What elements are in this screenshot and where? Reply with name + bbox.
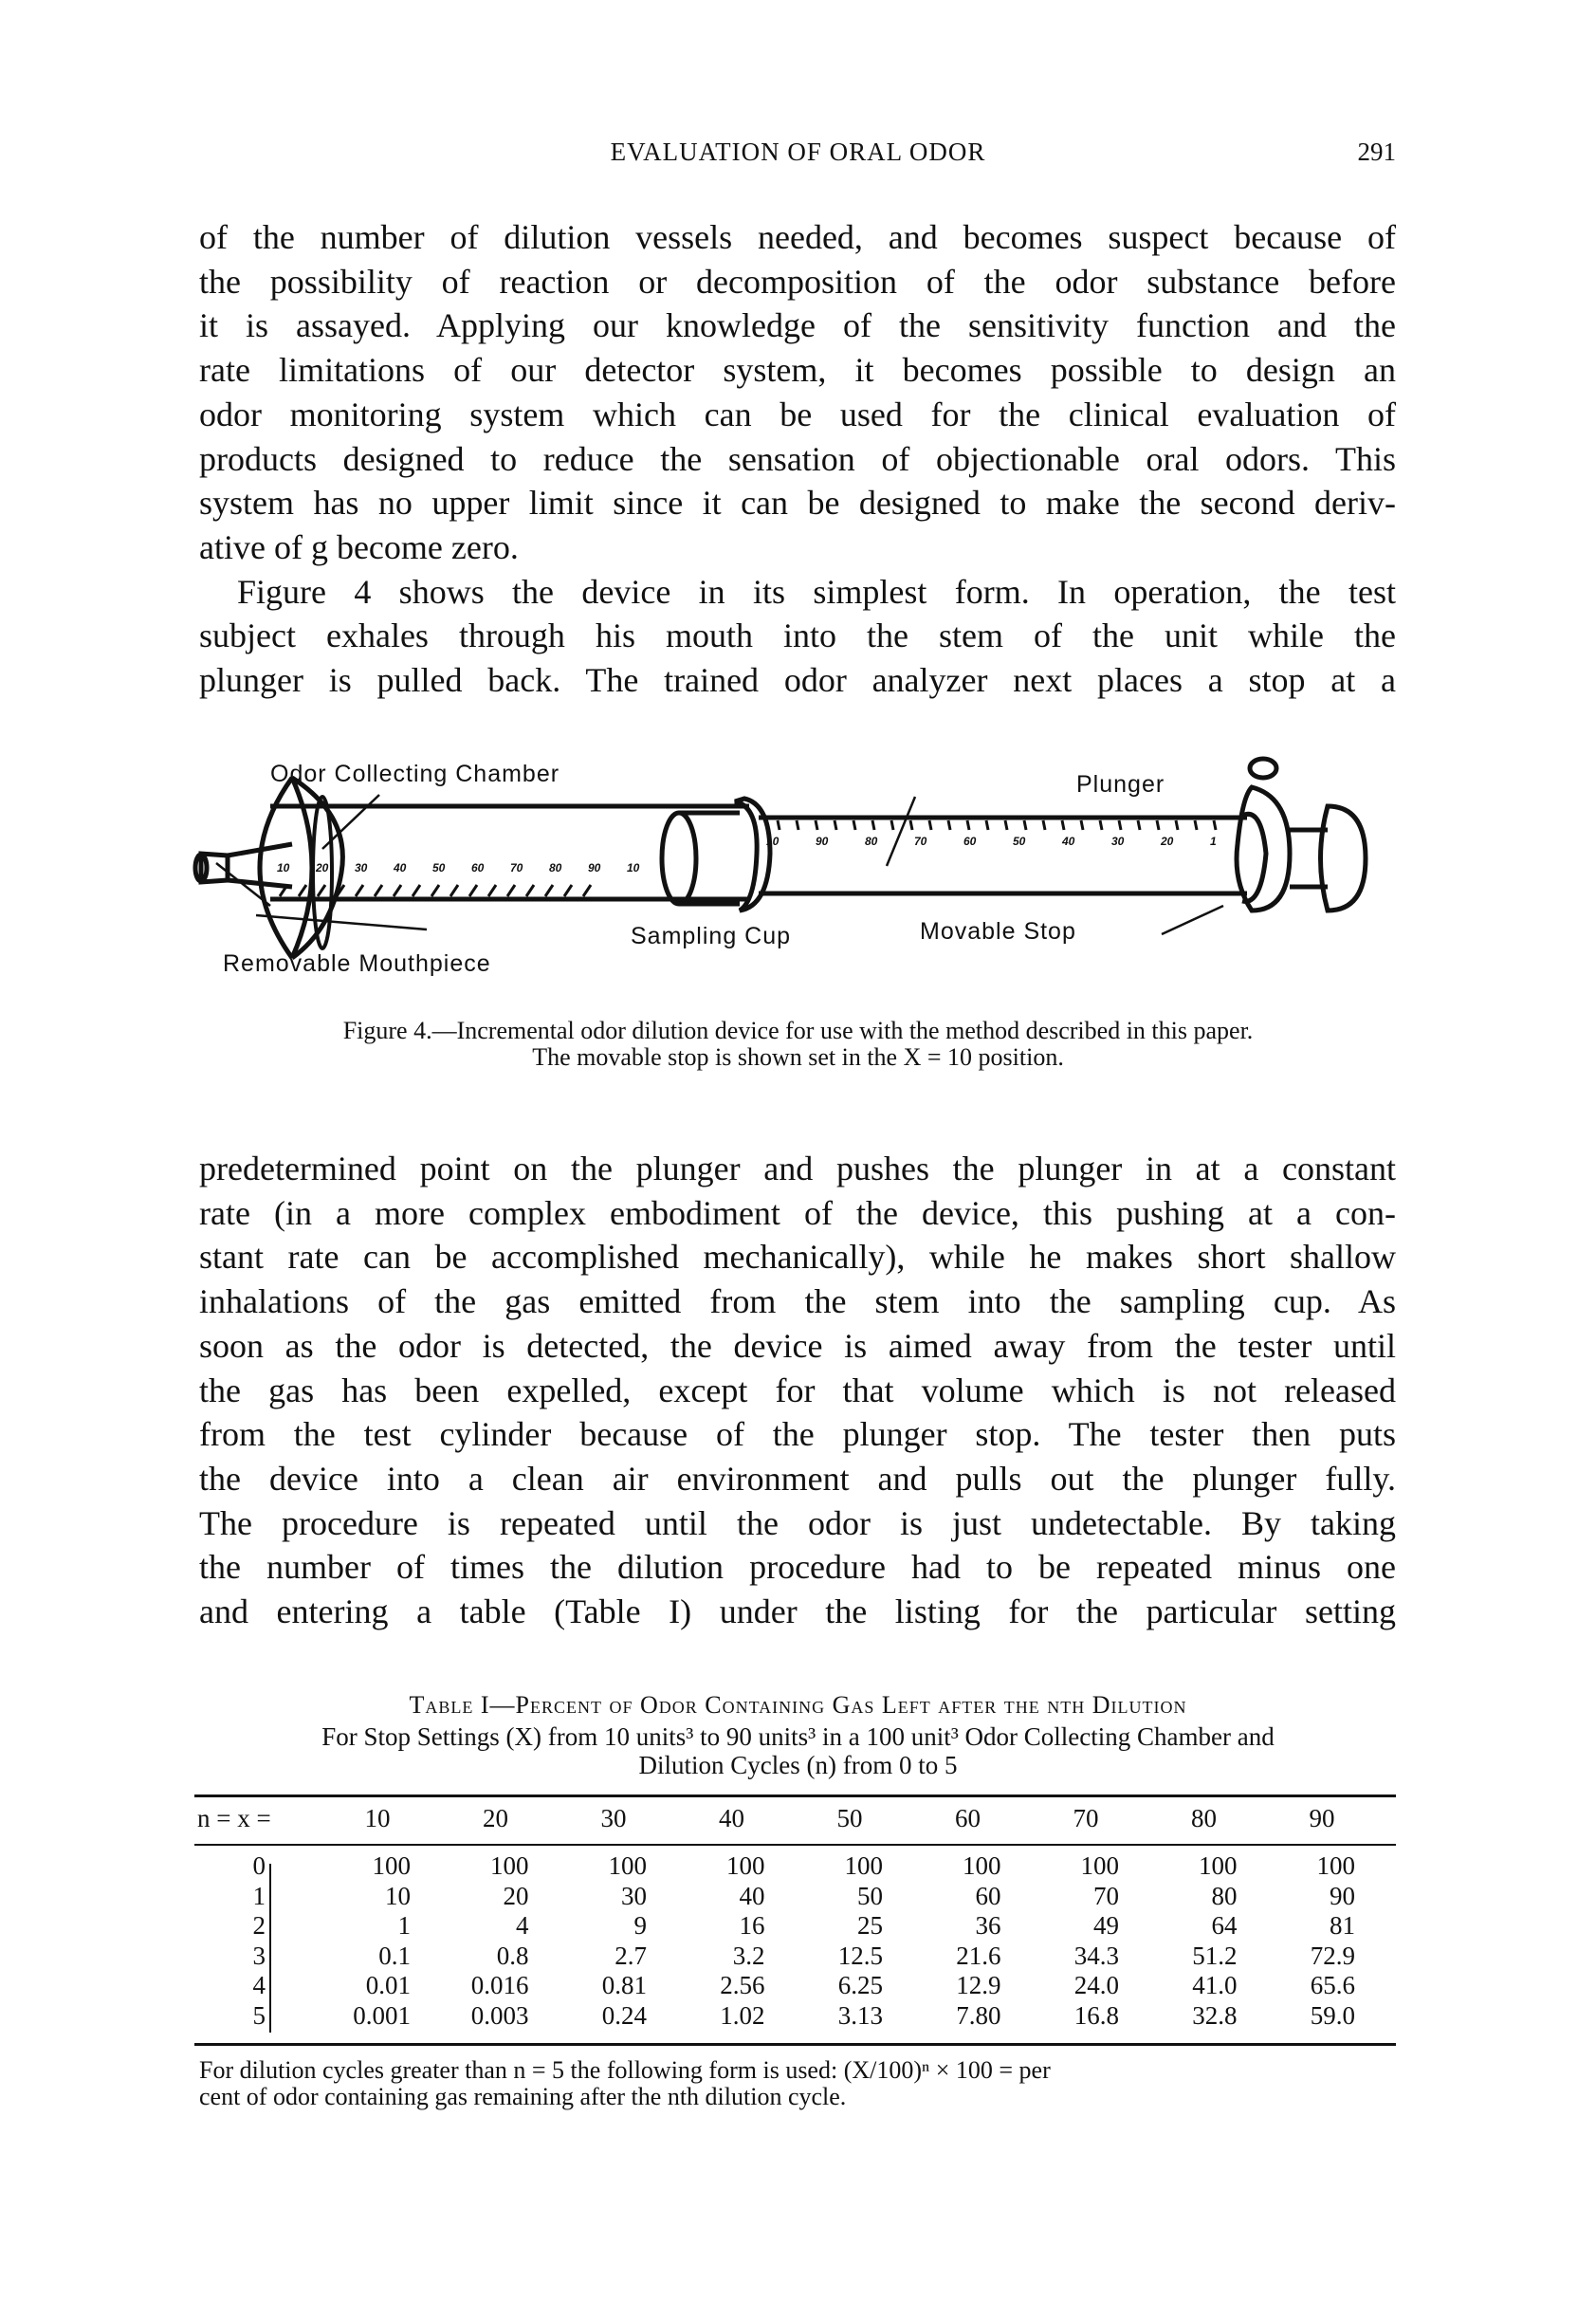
plunger-scale-tick-label: 60: [963, 835, 977, 848]
body-line: and entering a table (Table I) under the listing for the particular setting: [199, 1592, 1396, 1630]
table-cell: 100: [372, 1851, 411, 1880]
barrel-scale-tick-label: 40: [394, 861, 407, 874]
body-line: the gas has been expelled, except for that volume which is not released: [199, 1371, 1396, 1409]
body-line: stant rate can be accomplished mechanically), while he makes short shallow: [199, 1238, 1396, 1277]
body-line: of the number of dilution vessels needed, and becomes suspect because of: [199, 218, 1396, 256]
table-cell: 25: [857, 1911, 883, 1940]
label-odor-collecting-chamber: Odor Collecting Chamber: [270, 761, 560, 787]
table-cell: 6.25: [837, 1971, 883, 1999]
table-column-header: 60: [955, 1804, 981, 1832]
table-column-header: 30: [600, 1804, 627, 1832]
body-line: odor monitoring system which can be used for the clinical evaluation of: [199, 395, 1396, 433]
table-cell: 40: [739, 1881, 765, 1910]
table-cell: 90: [1330, 1881, 1355, 1910]
body-line: predetermined point on the plunger and pushes the plunger in at a constant: [199, 1150, 1396, 1187]
table-header-rule: [194, 1844, 1396, 1846]
table-cell: 2.7: [615, 1941, 647, 1970]
body-line: system has no upper limit since it can be designed to make the second deriv-: [199, 484, 1396, 523]
plunger-scale-tick-label: 10: [766, 835, 780, 848]
table-cell: 0.001: [353, 2000, 411, 2030]
body-line: the number of times the dilution procedure had to be repeated minus one: [199, 1548, 1396, 1587]
table-cell: 100: [726, 1851, 765, 1880]
table-cell: 0.01: [365, 1971, 411, 1999]
label-plunger: Plunger: [1076, 771, 1165, 798]
barrel-scale-tick-label: 90: [588, 861, 601, 874]
table-column-header: 20: [483, 1804, 508, 1832]
body-line: it is assayed. Applying our knowledge of the sensitivity function and the: [199, 306, 1396, 345]
table-cell: 7.80: [956, 2000, 1001, 2030]
table-cell: 72.9: [1310, 1941, 1355, 1970]
body-line: products designed to reduce the sensation of objectionable oral odors. This: [199, 439, 1396, 478]
table-row-label: 4: [252, 1971, 266, 1999]
table-cell: 81: [1330, 1911, 1355, 1940]
table-cell: 2.56: [720, 1971, 765, 1999]
table-cell: 100: [1080, 1851, 1119, 1880]
table-subtitle-line-1: For Stop Settings (X) from 10 units³ to 90 units³ in a 100 unit³ Odor Collecting Chamber and: [321, 1722, 1275, 1751]
page-number: 291: [1357, 138, 1396, 166]
table-cell: 100: [1316, 1851, 1355, 1880]
table-cell: 100: [963, 1851, 1001, 1880]
table-cell: 51.2: [1192, 1941, 1238, 1970]
table-cell: 0.8: [496, 1941, 529, 1970]
body-line: from the test cylinder because of the plunger stop. The tester then puts: [199, 1415, 1396, 1454]
table-column-header: 70: [1073, 1804, 1099, 1832]
table-cell: 0.1: [378, 1941, 411, 1970]
table-cell: 32.8: [1192, 2000, 1238, 2030]
plunger-scale-tick-label: 20: [1161, 835, 1174, 848]
table-cell: 60: [975, 1881, 1001, 1910]
body-line: the device into a clean air environment and pulls out the plunger fully.: [199, 1459, 1396, 1498]
table-row-label: 3: [252, 1941, 266, 1970]
figure-caption-line-1: Figure 4.—Incremental odor dilution device for use with the method described in this paper.: [342, 1017, 1254, 1044]
table-column-header: 40: [719, 1804, 744, 1832]
table-cell: 0.24: [601, 2000, 647, 2030]
barrel-scale-tick-label: 70: [510, 861, 523, 874]
table-cell: 70: [1093, 1881, 1119, 1910]
body-line: ative of g become zero.: [199, 527, 519, 566]
table-cell: 0.003: [470, 2000, 529, 2030]
table-cell: 9: [633, 1911, 647, 1940]
table-bottom-rule: [194, 2043, 1396, 2046]
table-cell: 50: [857, 1881, 883, 1910]
table-cell: 65.6: [1310, 1971, 1355, 1999]
label-removable-mouthpiece: Removable Mouthpiece: [223, 950, 491, 977]
plunger-scale-tick-label: 50: [1013, 835, 1026, 848]
body-line: the possibility of reaction or decomposition of the odor substance before: [199, 262, 1396, 301]
table-cell: 21.6: [956, 1941, 1001, 1970]
body-line: Figure 4 shows the device in its simplest form. In operation, the test: [237, 572, 1396, 611]
body-line: rate limitations of our detector system, it becomes possible to design an: [199, 351, 1396, 390]
table-row-divider: [269, 1864, 271, 2033]
plunger-scale-tick-label: 70: [914, 835, 927, 848]
figure-4-syringe-diagram: [190, 740, 1422, 1005]
table-cell: 12.5: [837, 1941, 883, 1970]
body-line: subject exhales through his mouth into the stem of the unit while the: [199, 617, 1396, 655]
table-cell: 1.02: [720, 2000, 765, 2030]
table-column-header: 90: [1309, 1804, 1335, 1832]
table-row-label: 0: [252, 1851, 266, 1880]
plunger-scale-tick-label: 40: [1062, 835, 1075, 848]
table-column-header: 10: [364, 1804, 391, 1832]
table-cell: 49: [1093, 1911, 1119, 1940]
label-sampling-cup: Sampling Cup: [631, 923, 792, 949]
table-top-rule: [194, 1794, 1396, 1797]
plunger-scale-tick-label: 30: [1111, 835, 1125, 848]
table-cell: 100: [608, 1851, 647, 1880]
barrel-scale-tick-label: 80: [549, 861, 562, 874]
table-subtitle-line-2: Dilution Cycles (n) from 0 to 5: [638, 1751, 958, 1779]
barrel-scale-tick-label: 10: [627, 861, 640, 874]
label-movable-stop: Movable Stop: [920, 918, 1076, 945]
table-cell: 20: [503, 1881, 529, 1910]
body-line: soon as the odor is detected, the device is aimed away from the tester until: [199, 1326, 1396, 1365]
table-corner-label: n = x =: [197, 1804, 271, 1832]
table-row-label: 5: [252, 2000, 266, 2030]
table-footnote-line-1: For dilution cycles greater than n = 5 the following form is used: (X/100)ⁿ × 100 = per: [199, 2056, 1051, 2084]
table-cell: 16.8: [1073, 2000, 1119, 2030]
table-column-header: 80: [1191, 1804, 1217, 1832]
table-cell: 4: [516, 1911, 529, 1940]
running-title: EVALUATION OF ORAL ODOR: [610, 138, 986, 166]
table-cell: 34.3: [1073, 1941, 1119, 1970]
table-cell: 100: [1199, 1851, 1238, 1880]
barrel-scale-tick-label: 50: [432, 861, 446, 874]
barrel-scale-tick-label: 10: [277, 861, 290, 874]
table-cell: 100: [490, 1851, 529, 1880]
table-cell: 100: [844, 1851, 883, 1880]
body-line: inhalations of the gas emitted from the stem into the sampling cup. As: [199, 1282, 1396, 1321]
barrel-scale-tick-label: 30: [355, 861, 368, 874]
table-cell: 0.016: [470, 1971, 529, 1999]
table-title: Table I—Percent of Odor Containing Gas Left after the nth Dilution: [409, 1691, 1187, 1719]
table-cell: 64: [1211, 1911, 1238, 1940]
barrel-scale-tick-label: 60: [471, 861, 485, 874]
table-cell: 16: [739, 1911, 765, 1940]
table-cell: 3.13: [837, 2000, 883, 2030]
table-cell: 41.0: [1192, 1971, 1238, 1999]
table-cell: 80: [1211, 1881, 1238, 1910]
table-cell: 36: [975, 1911, 1001, 1940]
barrel-scale-tick-label: 20: [316, 861, 329, 874]
body-line: The procedure is repeated until the odor is just undetectable. By taking: [199, 1503, 1396, 1542]
table-cell: 24.0: [1073, 1971, 1119, 1999]
body-line: plunger is pulled back. The trained odor analyzer next places a stop at a: [199, 661, 1396, 699]
table-cell: 59.0: [1310, 2000, 1355, 2030]
table-row-label: 2: [252, 1911, 266, 1940]
table-cell: 0.81: [601, 1971, 647, 1999]
figure-caption-line-2: The movable stop is shown set in the X = 10 position.: [532, 1043, 1064, 1071]
table-cell: 1: [397, 1911, 411, 1940]
table-cell: 30: [621, 1881, 647, 1910]
table-cell: 12.9: [956, 1971, 1001, 1999]
plunger-scale-tick-label: 90: [816, 835, 829, 848]
table-cell: 10: [385, 1881, 411, 1910]
table-cell: 3.2: [732, 1941, 765, 1970]
table-footnote-line-2: cent of odor containing gas remaining after the nth dilution cycle.: [199, 2083, 847, 2110]
plunger-scale-tick-label: 1: [1210, 835, 1217, 848]
table-column-header: 50: [836, 1804, 863, 1832]
plunger-scale-tick-label: 80: [865, 835, 878, 848]
table-row-label: 1: [252, 1881, 266, 1910]
body-line: rate (in a more complex embodiment of the device, this pushing at a con-: [199, 1193, 1396, 1232]
